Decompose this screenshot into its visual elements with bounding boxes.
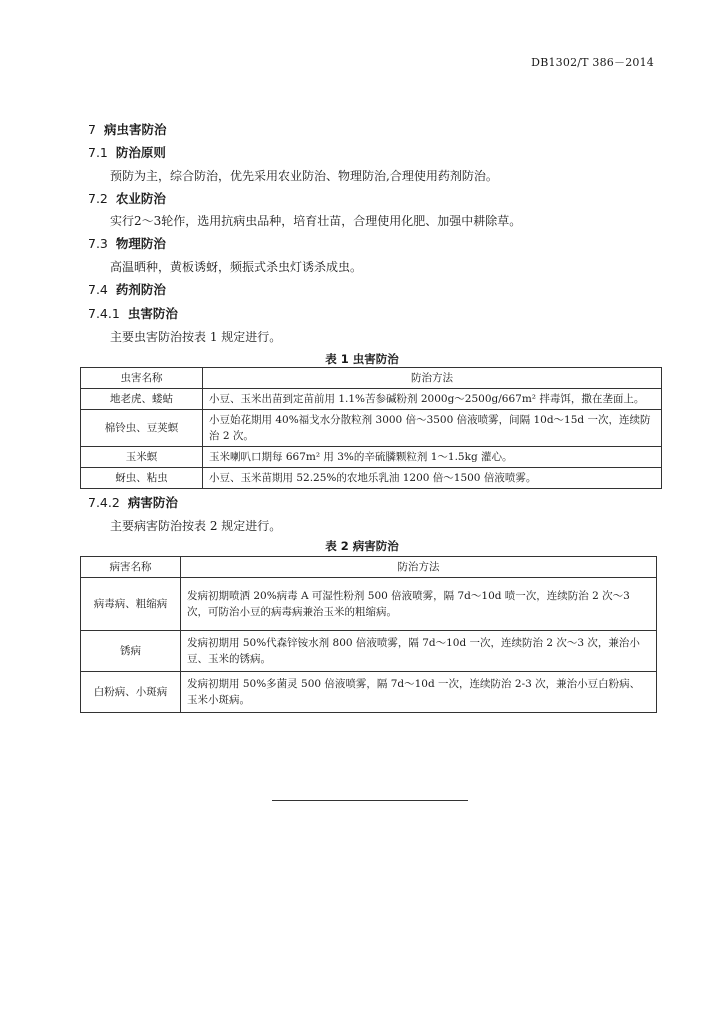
section-7-1-text: 预防为主，综合防治，优先采用农业防治、物理防治,合理使用药剂防治。 <box>110 169 498 183</box>
section-title: 病虫害防治 <box>103 122 167 137</box>
table-row <box>81 447 662 468</box>
pest-control-table <box>80 367 662 489</box>
section-7-heading <box>88 120 166 138</box>
section-title: 病害防治 <box>127 495 178 510</box>
section-7-4-2-heading <box>88 493 178 511</box>
table-row <box>81 631 657 672</box>
method-cell: 玉米喇叭口期每 667m² 用 3%的辛硫膦颗粒剂 1～1.5kg 灌心。 <box>203 447 662 468</box>
section-title: 物理防治 <box>115 236 166 251</box>
section-7-2-text: 实行2～3轮作，选用抗病虫品种，培育壮苗，合理使用化肥、加强中耕除草。 <box>110 214 522 228</box>
end-of-document-line <box>272 800 468 801</box>
section-number: 7.4 <box>88 282 108 297</box>
pest-name-cell: 蚜虫、粘虫 <box>81 468 203 489</box>
section-title: 防治原则 <box>115 145 166 160</box>
column-header: 病害名称 <box>81 557 181 578</box>
section-7-1-heading <box>88 143 166 161</box>
method-cell: 发病初期用 50%多菌灵 500 倍液喷雾，隔 7d～10d 一次，连续防治 2-3 次，兼治小豆白粉病、玉米小斑病。 <box>181 672 657 713</box>
section-7-4-heading <box>88 280 166 298</box>
table-header-row <box>81 368 662 389</box>
pest-name-cell: 玉米螟 <box>81 447 203 468</box>
method-cell: 小豆始花期用 40%福戈水分散粒剂 3000 倍～3500 倍液喷雾，间隔 10d～15d 一次，连续防治 2 次。 <box>203 410 662 447</box>
disease-control-table <box>80 556 657 713</box>
pest-name-cell: 地老虎、蝼蛄 <box>81 389 203 410</box>
method-cell: 小豆、玉米苗期用 52.25%的农地乐乳油 1200 倍～1500 倍液喷雾。 <box>203 468 662 489</box>
method-cell: 发病初期用 50%代森锌铵水剂 800 倍液喷雾，隔 7d～10d 一次，连续防治 2 次～3 次，兼治小豆、玉米的锈病。 <box>181 631 657 672</box>
section-title: 农业防治 <box>115 191 166 206</box>
section-number: 7.3 <box>88 236 108 251</box>
table-1-caption: 表 1 虫害防治 <box>325 352 399 366</box>
section-7-3-heading <box>88 234 166 252</box>
disease-name-cell: 白粉病、小斑病 <box>81 672 181 713</box>
method-cell: 小豆、玉米出苗到定苗前用 1.1%苦参碱粉剂 2000g～2500g/667m² 拌毒饵，撒在垄面上。 <box>203 389 662 410</box>
method-cell: 发病初期喷洒 20%病毒 A 可湿性粉剂 500 倍液喷雾，隔 7d～10d 喷一次，连续防治 2 次～3 次，可防治小豆的病毒病兼治玉米的粗缩病。 <box>181 578 657 631</box>
section-number: 7.4.1 <box>88 306 120 321</box>
section-7-3-text: 高温晒种，黄板诱蚜，频振式杀虫灯诱杀成虫。 <box>110 260 363 274</box>
pest-name-cell: 棉铃虫、豆荚螟 <box>81 410 203 447</box>
section-7-2-heading <box>88 189 166 207</box>
table-row <box>81 410 662 447</box>
section-7-4-1-heading <box>88 304 178 322</box>
section-7-4-1-text: 主要虫害防治按表 1 规定进行。 <box>110 330 282 344</box>
column-header: 虫害名称 <box>81 368 203 389</box>
section-7-4-2-text: 主要病害防治按表 2 规定进行。 <box>110 519 282 533</box>
disease-name-cell: 病毒病、粗缩病 <box>81 578 181 631</box>
section-number: 7.1 <box>88 145 108 160</box>
document-code-header: DB1302/T 386－2014 <box>531 56 654 69</box>
section-title: 药剂防治 <box>115 282 166 297</box>
section-number: 7.4.2 <box>88 495 120 510</box>
table-row <box>81 389 662 410</box>
table-row <box>81 468 662 489</box>
column-header: 防治方法 <box>181 557 657 578</box>
table-header-row <box>81 557 657 578</box>
section-number: 7.2 <box>88 191 108 206</box>
column-header: 防治方法 <box>203 368 662 389</box>
table-row <box>81 672 657 713</box>
section-number: 7 <box>88 122 96 137</box>
table-row <box>81 578 657 631</box>
table-2-caption: 表 2 病害防治 <box>325 539 399 553</box>
disease-name-cell: 锈病 <box>81 631 181 672</box>
section-title: 虫害防治 <box>127 306 178 321</box>
